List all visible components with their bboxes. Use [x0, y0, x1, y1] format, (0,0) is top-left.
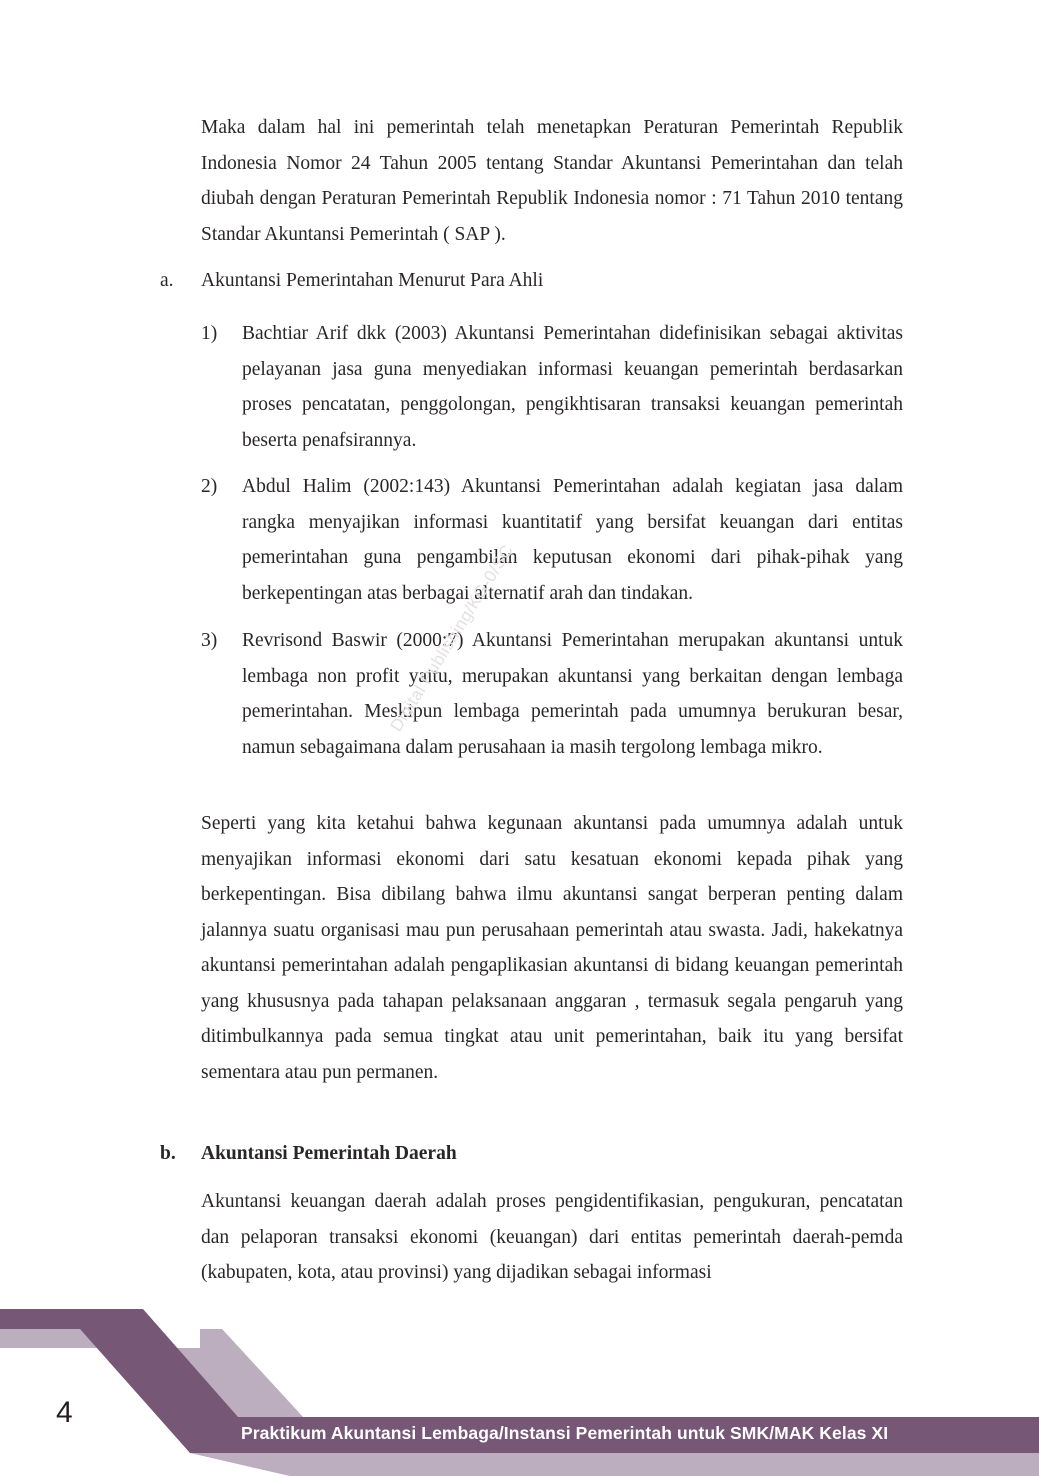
footer-book-title: Praktikum Akuntansi Lembaga/Instansi Pemerintah untuk SMK/MAK Kelas XI — [241, 1423, 889, 1443]
intro-paragraph: Maka dalam hal ini pemerintah telah menetapkan Peraturan Pemerintah Republik Indonesia Nomor 24 Tahun 2005 tentang Standar Akuntansi Pemerintahan dan telah diubah dengan Peraturan Pemerintah Republik Indonesia nomor : 71 Tahun 2010 tentang Standar Akuntansi Pemerintah ( SAP ). — [201, 117, 903, 245]
section-b-marker: b. — [160, 1143, 176, 1164]
list-item-text: Abdul Halim (2002:143) Akuntansi Pemerintahan adalah kegiatan jasa dalam rangka menyajikan informasi kuantitatif yang bersifat keuangan dari entitas pemerintahan guna pengambilan keputusan ekonomi dari pihak-pihak yang berkepentingan atas berbagai alternatif arah dan tindakan. — [242, 476, 903, 604]
list-item-number: 3) — [201, 630, 218, 651]
footer-decoration — [0, 1290, 1039, 1476]
closing-paragraph: Seperti yang kita ketahui bahwa kegunaan akuntansi pada umumnya adalah untuk menyajikan informasi ekonomi dari satu kesatuan ekonomi kepada pihak yang berkepentingan. Bisa dibilang bahwa ilmu akuntansi sangat berperan penting dalam jalannya suatu organisasi mau pun perusahaan pemerintah atau swasta. Jadi, hakekatnya akuntansi pemerintahan adalah pengaplikasian akuntansi di bidang keuangan pemerintah yang khususnya pada tahapan pelaksanaan anggaran , termasuk segala pengaruh yang ditimbulkannya pada semua tingkat atau unit pemerintahan, baik itu yang bersifat sementara atau pun permanen. — [201, 813, 903, 1083]
section-a-title: Akuntansi Pemerintahan Menurut Para Ahli — [201, 270, 544, 291]
footer-light-band-left — [0, 1329, 97, 1348]
watermark: Digital Publishing/KG-0/SC — [386, 541, 518, 735]
page-number: 4 — [56, 1396, 73, 1429]
section-a-marker: a. — [160, 270, 174, 291]
footer-light-band-lower — [190, 1329, 1039, 1476]
list-item-number: 2) — [201, 476, 218, 497]
section-b-title: Akuntansi Pemerintah Daerah — [201, 1143, 457, 1164]
list-item-text: Revrisond Baswir (2000:7) Akuntansi Pemerintahan merupakan akuntansi untuk lembaga non profit yaitu, merupakan akuntansi yang berkaitan dengan lembaga pemerintahan. Meskipun lembaga pemerintah pada umumnya berukuran besar, namun sebagaimana dalam perusahaan ia masih tergolong lembaga mikro. — [242, 630, 903, 758]
section-b-paragraph: Akuntansi keuangan daerah adalah proses pengidentifikasian, pengukuran, pencatatan dan pelaporan transaksi ekonomi (keuangan) dari entitas pemerintah daerah-pemda (kabupaten, kota, atau provinsi) yang dijadikan sebagai informasi — [201, 1191, 903, 1283]
list-item-text: Bachtiar Arif dkk (2003) Akuntansi Pemerintahan didefinisikan sebagai aktivitas pelayanan jasa guna menyediakan informasi keuangan pemerintah berdasarkan proses pencatatan, penggolongan, pengikhtisaran transaksi keuangan pemerintah beserta penafsirannya. — [242, 323, 903, 451]
list-item-number: 1) — [201, 323, 218, 344]
